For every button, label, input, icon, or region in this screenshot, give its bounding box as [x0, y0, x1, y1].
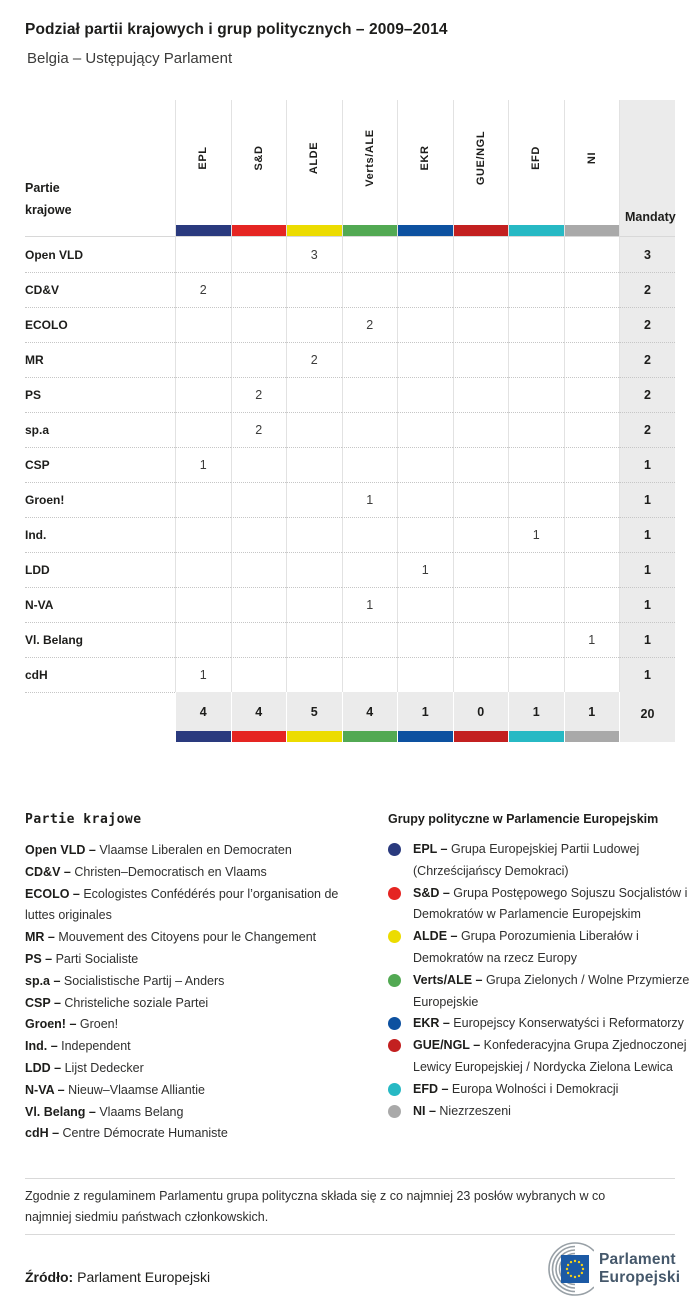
legend-item [388, 1035, 691, 1079]
total-cell: 5 [286, 692, 342, 742]
seat-cell: 1 [175, 657, 231, 692]
source-value: Parlament Europejski [77, 1269, 211, 1285]
legend-item-name: Grupa Europejskiej Partii Ludowej (Chrześcijańscy Demokraci) [413, 842, 640, 878]
seat-cell: 2 [342, 307, 398, 342]
total-cell: 1 [564, 692, 620, 742]
page-title: Podział partii krajowych i grup politycznych – 2009–2014 [25, 21, 448, 38]
group-column-header [397, 100, 453, 237]
page-subtitle: Belgia – Ustępujący Parlament [27, 50, 233, 67]
row-header-line1: Partie [25, 181, 60, 195]
seat-cell [175, 517, 231, 552]
legend-item-name: Centre Démocrate Humaniste [62, 1126, 228, 1141]
european-parliament-logo [528, 1242, 681, 1296]
seat-cell [286, 377, 342, 412]
seat-cell [231, 482, 287, 517]
seat-cell [286, 307, 342, 342]
legend-item [25, 1102, 365, 1124]
seat-cell [286, 412, 342, 447]
group-column-header [175, 100, 231, 237]
legend-item-abbr: CD&V – [25, 864, 75, 879]
party-name: PS [25, 377, 175, 412]
legend-item-abbr: CSP – [25, 995, 65, 1010]
group-color-dot [388, 1017, 401, 1030]
seat-cell [397, 447, 453, 482]
seat-cell [231, 342, 287, 377]
seat-cell [286, 587, 342, 622]
legend-item [25, 1080, 365, 1102]
seat-cell [564, 482, 620, 517]
mandates-cell: 2 [619, 307, 675, 342]
seat-cell [231, 307, 287, 342]
group-color-bar [287, 731, 342, 742]
seat-cell [453, 307, 509, 342]
legend-item-abbr: EFD – [413, 1081, 452, 1096]
total-cell: 4 [342, 692, 398, 742]
seat-cell [342, 237, 398, 272]
group-color-bar [565, 731, 620, 742]
total-cell: 0 [453, 692, 509, 742]
legend-item-abbr: ECOLO – [25, 886, 84, 901]
seat-cell [342, 272, 398, 307]
legend-item-name: Lijst Dedecker [64, 1060, 144, 1075]
seat-cell [508, 342, 564, 377]
legend-parties [25, 812, 365, 1145]
source-line [25, 1269, 210, 1285]
mandates-cell: 1 [619, 517, 675, 552]
seat-cell [453, 447, 509, 482]
legend-item-name: Parti Socialiste [55, 951, 139, 966]
party-name: sp.a [25, 412, 175, 447]
seat-cell [231, 272, 287, 307]
seat-cell [342, 377, 398, 412]
legend-item-name: Konfederacyjna Grupa Zjednoczonej Lewicy Europejskiej / Nordycka Zielona Lewica [413, 1038, 687, 1074]
source-label: Źródło: [25, 1269, 74, 1285]
seat-cell [397, 517, 453, 552]
legend-item [25, 1014, 365, 1036]
group-color-dot [388, 843, 401, 856]
legend-item [25, 949, 365, 971]
logo-line1: Parlament [599, 1251, 676, 1268]
group-color-bar [565, 225, 620, 236]
footnote-divider-bottom [25, 1234, 675, 1235]
seat-cell: 3 [286, 237, 342, 272]
parliament-hemicycle-icon [528, 1242, 594, 1296]
group-color-bar [398, 731, 453, 742]
mandates-cell: 1 [619, 622, 675, 657]
group-color-bar [398, 225, 453, 236]
group-label: Verts/ALE [363, 129, 376, 187]
total-cell: 1 [397, 692, 453, 742]
group-column-header [342, 100, 398, 237]
seat-cell [175, 587, 231, 622]
legend-item [25, 993, 365, 1015]
seat-cell: 1 [175, 447, 231, 482]
group-color-dot [388, 1083, 401, 1096]
seat-cell [508, 307, 564, 342]
party-name: N-VA [25, 587, 175, 622]
legend-item-name: Christen–Democratisch en Vlaams [74, 864, 267, 879]
legend-item [25, 1123, 365, 1145]
legend-item [388, 839, 691, 883]
group-color-dot [388, 930, 401, 943]
eu-flag [561, 1255, 589, 1283]
seat-cell [453, 237, 509, 272]
seat-cell [508, 552, 564, 587]
legend-item-abbr: ALDE – [413, 929, 461, 944]
seat-cell [397, 587, 453, 622]
legend-item-name: Niezrzeszeni [439, 1103, 511, 1118]
seat-cell [231, 552, 287, 587]
seat-cell [175, 377, 231, 412]
footnote-divider-top [25, 1178, 675, 1179]
seat-cell [397, 622, 453, 657]
group-label: NI [585, 151, 598, 165]
seat-cell [175, 342, 231, 377]
group-color-bar [343, 225, 398, 236]
legend-item-abbr: Verts/ALE – [413, 972, 486, 987]
seat-cell [231, 622, 287, 657]
party-name: Vl. Belang [25, 622, 175, 657]
seat-cell: 1 [508, 517, 564, 552]
seat-cell [286, 657, 342, 692]
seat-cell [508, 237, 564, 272]
group-color-bar [287, 225, 342, 236]
legend-item [388, 1101, 691, 1123]
seat-cell [453, 482, 509, 517]
legend-item-name: Vlaamse Liberalen en Democraten [99, 843, 292, 857]
legend-item-abbr: N-VA – [25, 1082, 69, 1097]
seat-cell [564, 307, 620, 342]
group-column-header [564, 100, 620, 237]
legend-item-name: Socialistische Partij – Anders [63, 973, 225, 988]
seat-cell [453, 272, 509, 307]
seat-cell [397, 482, 453, 517]
legend-item-name: Nieuw–Vlaamse Alliantie [68, 1082, 205, 1097]
seat-cell: 1 [342, 587, 398, 622]
seat-cell [342, 622, 398, 657]
mandates-cell: 1 [619, 552, 675, 587]
seat-cell [286, 482, 342, 517]
seat-cell [508, 377, 564, 412]
legend-item [25, 1058, 365, 1080]
legend-item [25, 884, 365, 928]
seat-cell [564, 587, 620, 622]
mandates-cell: 1 [619, 587, 675, 622]
seat-cell [342, 412, 398, 447]
seat-cell [397, 342, 453, 377]
seat-cell [453, 377, 509, 412]
seat-cell [286, 517, 342, 552]
seat-cell [508, 272, 564, 307]
legend-groups-heading: Grupy polityczne w Parlamencie Europejskim [388, 812, 659, 826]
row-header-line2: krajowe [25, 203, 72, 217]
legend-item-name: Grupa Zielonych / Wolne Przymierze Europejskie [413, 972, 690, 1009]
seat-cell: 1 [397, 552, 453, 587]
mandates-cell: 2 [619, 342, 675, 377]
group-color-bar [509, 225, 564, 236]
legend-item-name: Christeliche soziale Partei [64, 995, 209, 1010]
legend-item-name: Vlaams Belang [99, 1104, 184, 1119]
seat-cell [397, 237, 453, 272]
legend-parties-heading: Partie krajowe [25, 812, 142, 827]
legend-item-abbr: S&D – [413, 885, 454, 900]
group-color-dot [388, 1105, 401, 1118]
seat-cell [564, 657, 620, 692]
seat-cell [231, 517, 287, 552]
seat-cell [231, 447, 287, 482]
seat-cell: 1 [342, 482, 398, 517]
seat-cell [175, 622, 231, 657]
total-cell: 1 [508, 692, 564, 742]
seat-cell [564, 342, 620, 377]
seat-cell [342, 552, 398, 587]
seat-cell: 2 [231, 412, 287, 447]
mandates-total-cell: 20 [619, 692, 675, 742]
legend-item-abbr: NI – [413, 1103, 440, 1118]
seat-cell: 2 [231, 377, 287, 412]
seat-cell [397, 657, 453, 692]
seat-cell [564, 447, 620, 482]
seat-cell [508, 657, 564, 692]
legend-item-abbr: Open VLD – [25, 843, 100, 857]
legend-item-name: Independent [61, 1039, 131, 1054]
legend-item-abbr: Vl. Belang – [25, 1104, 100, 1119]
seat-cell: 1 [564, 622, 620, 657]
mandates-cell: 1 [619, 482, 675, 517]
seat-cell [564, 377, 620, 412]
seat-cell [564, 237, 620, 272]
legend-groups [388, 812, 691, 1122]
legend-item-abbr: cdH – [25, 1126, 63, 1141]
legend-item [25, 862, 365, 884]
legend-item-abbr: LDD – [25, 1060, 65, 1075]
party-name: LDD [25, 552, 175, 587]
party-name: Open VLD [25, 247, 84, 262]
seat-cell [564, 552, 620, 587]
group-label: S&D [252, 145, 265, 171]
logo-line2: Europejski [599, 1269, 681, 1286]
legend-item-abbr: EKR – [413, 1016, 454, 1031]
legend-item-abbr: MR – [25, 930, 59, 945]
group-label: GUE/NGL [474, 130, 487, 186]
seat-cell [342, 342, 398, 377]
mandates-cell: 2 [619, 412, 675, 447]
legend-item-name: Europa Wolności i Demokracji [451, 1081, 619, 1096]
seat-cell [231, 237, 287, 272]
legend-item-abbr: PS – [25, 951, 56, 966]
seat-cell [342, 517, 398, 552]
seat-cell [453, 622, 509, 657]
footnote-text: Zgodnie z regulaminem Parlamentu grupa polityczna składa się z co najmniej 23 posłów wybranych w co najmniej siedmiu państwach członkowskich. [25, 1189, 606, 1224]
seat-cell [453, 517, 509, 552]
seat-cell: 2 [286, 342, 342, 377]
seat-cell [286, 622, 342, 657]
seat-cell: 2 [175, 272, 231, 307]
legend-item-abbr: EPL – [413, 842, 451, 856]
legend-item-name: Groen! [79, 1017, 119, 1032]
seat-cell [508, 622, 564, 657]
group-color-bar [232, 731, 287, 742]
mandates-cell: 3 [619, 237, 675, 272]
seat-cell [175, 307, 231, 342]
group-column-header [286, 100, 342, 237]
total-cell: 4 [231, 692, 287, 742]
group-label: EPL [197, 146, 210, 170]
legend-item [388, 883, 691, 927]
group-color-bar [176, 731, 231, 742]
seat-cell [175, 237, 231, 272]
group-color-bar [343, 731, 398, 742]
legend-item [25, 971, 365, 993]
legend-item [388, 1013, 691, 1035]
seat-cell [175, 552, 231, 587]
group-column-header [231, 100, 287, 237]
group-label: EKR [419, 145, 432, 171]
legend-item [388, 926, 691, 970]
legend-item-abbr: GUE/NGL – [413, 1038, 484, 1053]
seat-cell [508, 412, 564, 447]
party-name: CD&V [25, 272, 175, 307]
seat-cell [564, 412, 620, 447]
party-name: MR [25, 342, 175, 377]
legend-parties-list [25, 840, 365, 1145]
party-name: Ind. [25, 517, 175, 552]
total-cell: 4 [175, 692, 231, 742]
group-color-bar [232, 225, 287, 236]
legend-item-name: Grupa Porozumienia Liberałów i Demokratów na rzecz Europy [413, 929, 639, 965]
party-name: CSP [25, 447, 175, 482]
legend-item-name: Europejscy Konserwatyści i Reformatorzy [453, 1016, 684, 1031]
seat-cell [453, 657, 509, 692]
legend-item-name: Grupa Postępowego Sojuszu Socjalistów i Demokratów w Parlamencie Europejskim [413, 885, 688, 922]
seat-cell [453, 587, 509, 622]
seat-cell [508, 587, 564, 622]
group-column-header [508, 100, 564, 237]
legend-item-abbr: sp.a – [25, 973, 64, 988]
seat-cell [286, 552, 342, 587]
seat-cell [564, 272, 620, 307]
party-group-table [25, 100, 675, 742]
mandates-cell: 2 [619, 272, 675, 307]
legend-item-name: Mouvement des Citoyens pour le Changement [58, 930, 317, 945]
group-color-bar [509, 731, 564, 742]
group-label: ALDE [308, 141, 321, 175]
row-header-cell [25, 100, 175, 237]
seat-cell [231, 657, 287, 692]
seat-cell [397, 377, 453, 412]
seat-cell [175, 482, 231, 517]
seat-cell [564, 517, 620, 552]
seat-cell [231, 587, 287, 622]
legend-item-abbr: Groen! – [25, 1017, 80, 1032]
legend-item [388, 970, 691, 1014]
legend-item-name: Ecologistes Confédérés pour l’organisation de luttes originales [25, 886, 339, 923]
logo-wordmark [599, 1251, 680, 1287]
seat-cell [508, 482, 564, 517]
seat-cell [397, 412, 453, 447]
legend-item [25, 1036, 365, 1058]
legend-groups-list [388, 839, 691, 1122]
seat-cell [342, 447, 398, 482]
seat-cell [175, 412, 231, 447]
seat-cell [286, 447, 342, 482]
seat-cell [342, 657, 398, 692]
totals-spacer-cell [25, 692, 175, 742]
mandates-cell: 2 [619, 377, 675, 412]
seat-cell [453, 552, 509, 587]
party-name: cdH [25, 657, 175, 692]
party-name: ECOLO [25, 307, 175, 342]
party-name: Groen! [25, 482, 175, 517]
legend-item [25, 840, 365, 862]
seat-cell [508, 447, 564, 482]
seat-cell [397, 307, 453, 342]
group-color-dot [388, 974, 401, 987]
seat-cell [453, 412, 509, 447]
legend-item-abbr: Ind. – [25, 1039, 62, 1054]
mandates-cell: 1 [619, 657, 675, 692]
legend-item [25, 927, 365, 949]
group-color-dot [388, 1039, 401, 1052]
group-color-bar [176, 225, 231, 236]
seat-cell [286, 272, 342, 307]
seat-cell [397, 272, 453, 307]
group-column-header [453, 100, 509, 237]
mandates-cell: 1 [619, 447, 675, 482]
group-color-dot [388, 887, 401, 900]
mandates-header-cell: Mandaty [619, 100, 675, 237]
legend-item [388, 1079, 691, 1101]
group-color-bar [454, 225, 509, 236]
group-label: EFD [530, 146, 543, 170]
group-color-bar [454, 731, 509, 742]
seat-cell [453, 342, 509, 377]
